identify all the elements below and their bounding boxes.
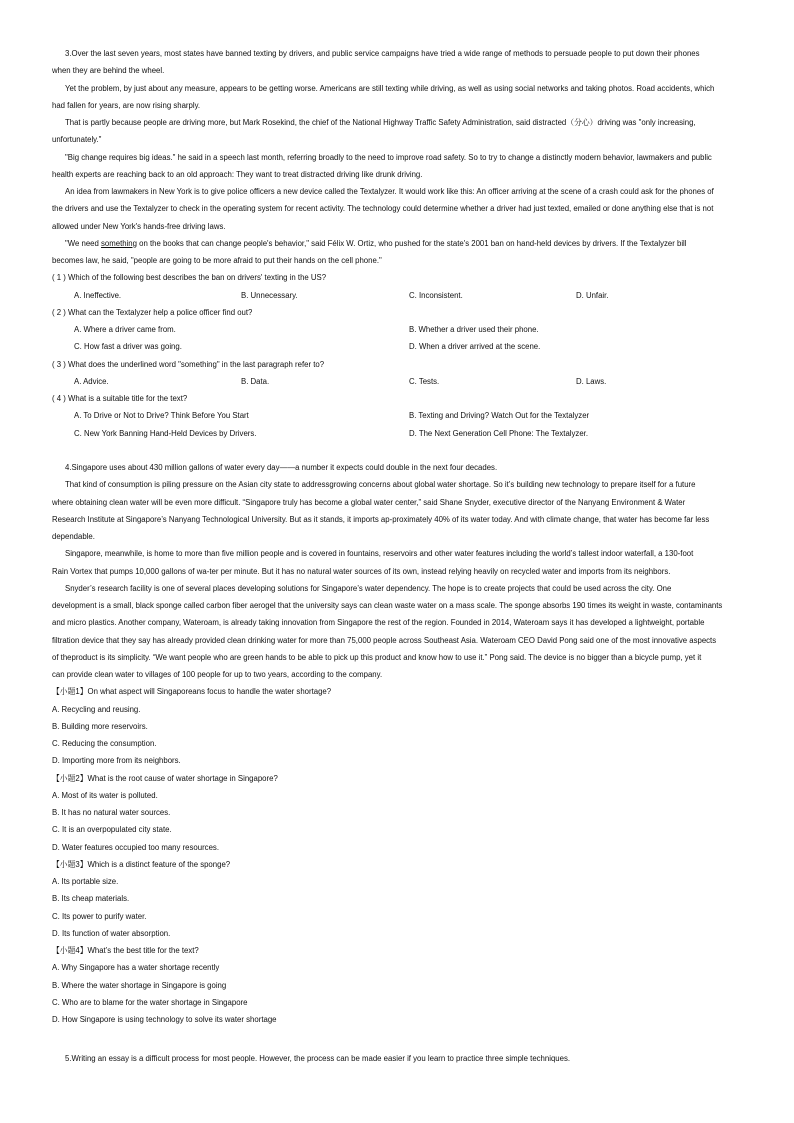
- answer-option[interactable]: A. Most of its water is polluted.: [52, 790, 158, 800]
- answer-option[interactable]: D. Its function of water absorption.: [52, 928, 171, 938]
- passage-line: development is a small, black sponge called carbon fiber aerogel that the university says can clean waste water on a mass scale. The sponge absorbs 190 times its weight in waste, contaminants: [52, 601, 723, 610]
- passage-3: [52, 45, 752, 442]
- passage-line: filtration device that they say has already provided clean drinking water for more than 75,000 people across Southeast Asia. Wateroam CEO David Pong said one of the most innovative aspects: [52, 635, 717, 645]
- answer-option[interactable]: D. How Singapore is using technology to solve its water shortage: [52, 1015, 277, 1024]
- answer-option[interactable]: C. Its power to purify water.: [52, 911, 147, 921]
- answer-option[interactable]: C. Tests.: [409, 376, 440, 386]
- question-stem: ( 4 ) What is a suitable title for the text?: [52, 394, 188, 403]
- answer-option[interactable]: B. Its cheap materials.: [52, 894, 130, 904]
- passage-line: can provide clean water to villages of 100 people for up to two years, according to the company.: [52, 670, 383, 679]
- answer-option[interactable]: D. When a driver arrived at the scene.: [409, 342, 541, 352]
- passage-line: becomes law, he said, "people are going to be more afraid to put their hands on the cell phone.": [52, 256, 382, 265]
- passage-line: of theproduct is its simplicity. “We want people who are green hands to be able to pick up this product and know how to use it.” Pong said. The device is no bigger than a bicycle pump, yet it: [52, 652, 702, 662]
- answer-option[interactable]: B. Unnecessary.: [241, 290, 298, 300]
- option-row: [52, 425, 752, 442]
- question-stem: 【小题3】Which is a distinct feature of the sponge?: [52, 859, 231, 869]
- answer-option[interactable]: A. Ineffective.: [74, 290, 122, 300]
- answer-option[interactable]: D. Unfair.: [576, 290, 609, 300]
- answer-option[interactable]: B. Whether a driver used their phone.: [409, 325, 539, 334]
- question-stem: ( 3 ) What does the underlined word "something" in the last paragraph refer to?: [52, 359, 325, 369]
- passage-line: Research Institute at Singapore’s Nanyang Technological University. But as it stands, it imports ap-proximately 40% of its water today. And with climate change, that water has become far less: [52, 514, 710, 524]
- document-page: [52, 45, 752, 1068]
- answer-option[interactable]: A. To Drive or Not to Drive? Think Before You Start: [74, 411, 249, 421]
- answer-option[interactable]: B. Building more reservoirs.: [52, 721, 148, 731]
- question-stem: 【小题1】On what aspect will Singaporeans focus to handle the water shortage?: [52, 687, 332, 697]
- option-row: [52, 373, 752, 390]
- question-stem: ( 2 ) What can the Textalyzer help a police officer find out?: [52, 307, 253, 317]
- answer-option[interactable]: A. Advice.: [74, 376, 109, 386]
- spacer: [52, 442, 752, 459]
- answer-option[interactable]: D. The Next Generation Cell Phone: The Textalyzer.: [409, 428, 588, 438]
- answer-option[interactable]: D. Importing more from its neighbors.: [52, 756, 181, 766]
- underlined-word: something: [101, 238, 137, 248]
- spacer: [52, 1028, 752, 1050]
- answer-option[interactable]: C. It is an overpopulated city state.: [52, 825, 172, 835]
- answer-option[interactable]: C. New York Banning Hand-Held Devices by Drivers.: [74, 428, 257, 438]
- passage-line: 3.Over the last seven years, most states have banned texting by drivers, and public service campaigns have tried a wide range of methods to persuade people to put down their phones: [65, 49, 700, 58]
- answer-option[interactable]: C. How fast a driver was going.: [74, 342, 182, 352]
- answer-option[interactable]: B. Where the water shortage in Singapore is going: [52, 980, 227, 990]
- passage-line: That is partly because people are driving more, but Mark Rosekind, the chief of the National Highway Traffic Safety Administration, said distracted（分心）driving was "only increasing,: [65, 118, 696, 127]
- question-stem: ( 1 ) Which of the following best describes the ban on drivers' texting in the US?: [52, 273, 327, 283]
- passage-line: An idea from lawmakers in New York is to give police officers a new device called the Textalyzer. It would work like this: An officer arriving at the scene of a crash could ask for the phones of: [65, 187, 714, 196]
- option-row: [52, 321, 752, 338]
- passage-line: and micro plastics. Another company, Wateroam, is already taking innovation from Singapore the rest of the region. Founded in 2014, Wateroam says it has developed a lightweight, portable: [52, 618, 705, 628]
- passage-line: had fallen for years, are now rising sharply.: [52, 100, 201, 110]
- passage-4: [52, 459, 752, 1028]
- answer-option[interactable]: D. Water features occupied too many resources.: [52, 842, 219, 852]
- passage-5-first-line: 5.Writing an essay is a difficult process for most people. However, the process can be made easier if you learn to practice three simple techniques.: [65, 1054, 571, 1064]
- passage-line: [52, 235, 752, 252]
- answer-option[interactable]: D. Laws.: [576, 376, 607, 386]
- answer-option[interactable]: B. It has no natural water sources.: [52, 808, 171, 817]
- passage-line: That kind of consumption is piling pressure on the Asian city state to addressgrowing concerns about global water shortage. So it’s building new technology to prepare itself for a future: [65, 480, 696, 490]
- passage-line: where obtaining clean water will be even more difficult. “Singapore truly has become a global water center,” said Shane Snyder, executive director of the Nanyang Environment & Water: [52, 497, 686, 507]
- answer-option[interactable]: A. Its portable size.: [52, 877, 119, 886]
- answer-option[interactable]: A. Recycling and reusing.: [52, 704, 141, 714]
- answer-option[interactable]: A. Where a driver came from.: [74, 325, 176, 334]
- answer-option[interactable]: C. Inconsistent.: [409, 290, 463, 300]
- passage-line: dependable.: [52, 532, 95, 541]
- quote-text: on the books that can change people's behavior," said Félix W. Ortiz, who pushed for the state's 2001 ban on hand-held devices by drivers. If the Textalyzer bill: [136, 238, 687, 248]
- passage-line: when they are behind the wheel.: [52, 66, 165, 76]
- question-stem: 【小题4】What’s the best title for the text?: [52, 946, 199, 955]
- option-row: [52, 287, 752, 304]
- passage-line: Yet the problem, by just about any measure, appears to be getting worse. Americans are still texting while driving, as well as using social networks and taking photos. Road accidents, which: [65, 83, 715, 93]
- answer-option[interactable]: B. Data.: [241, 376, 270, 386]
- passage-line: the drivers and use the Textalyzer to check in the operating system for recent activity. The technology could determine whether a driver had just texted, emailed or done anything else that is not: [52, 204, 714, 214]
- passage-line: unfortunately.": [52, 135, 102, 145]
- answer-option[interactable]: A. Why Singapore has a water shortage recently: [52, 963, 220, 973]
- option-row: [52, 338, 752, 355]
- answer-option[interactable]: C. Reducing the consumption.: [52, 739, 157, 748]
- passage-line: "Big change requires big ideas." he said in a speech last month, referring broadly to the need to improve road safety. So to try to change a distinctly modern behavior, lawmakers and public: [65, 152, 712, 162]
- passage-line: allowed under New York's hands-free driving laws.: [52, 221, 226, 231]
- answer-option[interactable]: C. Who are to blame for the water shortage in Singapore: [52, 997, 248, 1007]
- passage-line: Snyder’s research facility is one of several places developing solutions for Singapore’s water dependency. The hope is to create projects that could be used across the city. One: [65, 583, 672, 593]
- passage-line: 4.Singapore uses about 430 million gallons of water every day——a number it expects could double in the next four decades.: [65, 463, 498, 472]
- passage-line: health experts are reaching back to an old approach: They want to treat distracted driving like drunk driving.: [52, 169, 423, 179]
- answer-option[interactable]: B. Texting and Driving? Watch Out for the Textalyzer: [409, 411, 590, 421]
- quote-text: "We need: [65, 238, 101, 248]
- passage-line: Singapore, meanwhile, is home to more than five million people and is covered in fountains, reservoirs and other water features including the world’s tallest indoor waterfall, a 130-foot: [65, 549, 694, 559]
- option-row: [52, 407, 752, 424]
- passage-line: Rain Vortex that pumps 10,000 gallons of wa-ter per minute. But it has no natural water sources of its own, instead relying heavily on recycled water and imports from its neighbors.: [52, 566, 671, 576]
- question-stem: 【小题2】What is the root cause of water shortage in Singapore?: [52, 773, 278, 783]
